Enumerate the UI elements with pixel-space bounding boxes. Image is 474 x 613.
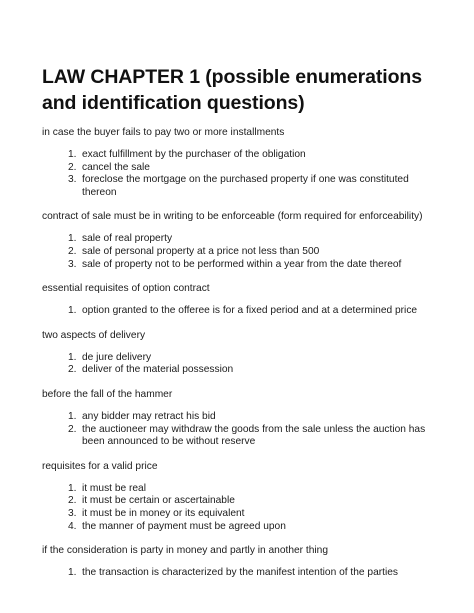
list-item xyxy=(42,259,442,272)
section-2 xyxy=(42,210,442,271)
list-item-text: sale of personal property at a price not less than 500 xyxy=(82,245,320,257)
list-number: 2. xyxy=(68,423,77,435)
section-5 xyxy=(42,388,442,449)
list-item-text: sale of property not to be performed within a year from the date thereof xyxy=(82,258,402,270)
section-7 xyxy=(42,544,442,580)
list-item xyxy=(42,424,442,449)
section-6 xyxy=(42,460,442,533)
list-item-text: the auctioneer may withdraw the goods from the sale unless the auction has been announced to be without reserve xyxy=(82,423,426,448)
list-number: 1. xyxy=(68,305,77,317)
list-item xyxy=(42,364,442,377)
list-item-text: sale of real property xyxy=(82,233,173,245)
list-item xyxy=(42,567,442,580)
section-3 xyxy=(42,282,442,318)
list-item xyxy=(42,521,442,534)
list-number: 1. xyxy=(68,149,77,160)
list-item-text: de jure delivery xyxy=(82,351,152,363)
list-number: 1. xyxy=(68,351,77,363)
page-title: LAW CHAPTER 1 (possible enumerations and identification questions) xyxy=(42,66,422,114)
document-content xyxy=(42,64,442,591)
list-item-text: the manner of payment must be agreed upon xyxy=(82,520,286,532)
list-item-text: foreclose the mortgage on the purchased property if one was constituted thereon xyxy=(82,174,409,198)
list-item xyxy=(42,305,442,318)
answer-list xyxy=(42,233,442,271)
answer-list xyxy=(42,352,442,377)
section-question: essential requisites of option contract xyxy=(42,283,210,295)
list-item-text: the transaction is characterized by the manifest intention of the parties xyxy=(82,567,398,579)
list-item xyxy=(42,162,442,175)
section-question: before the fall of the hammer xyxy=(42,388,173,400)
list-number: 2. xyxy=(68,364,77,376)
section-question: if the consideration is party in money and partly in another thing xyxy=(42,545,328,557)
list-number: 2. xyxy=(68,161,77,173)
list-item xyxy=(42,149,442,162)
list-item-text: it must be in money or its equivalent xyxy=(82,507,245,519)
list-number: 1. xyxy=(68,482,77,494)
list-number: 1. xyxy=(68,410,77,422)
list-number: 3. xyxy=(68,258,77,270)
list-item xyxy=(42,174,442,199)
answer-list xyxy=(42,149,442,199)
answer-list xyxy=(42,483,442,533)
answer-list xyxy=(42,305,442,318)
list-item-text: option granted to the offeree is for a fixed period and at a determined price xyxy=(82,305,418,317)
list-item xyxy=(42,352,442,365)
list-item xyxy=(42,233,442,246)
list-item xyxy=(42,483,442,496)
list-number: 3. xyxy=(68,174,77,186)
section-1 xyxy=(42,126,442,199)
section-question: requisites for a valid price xyxy=(42,460,158,472)
list-item-text: cancel the sale xyxy=(82,161,150,173)
list-number: 2. xyxy=(68,245,77,257)
section-question: contract of sale must be in writing to be enforceable (form required for enforceability) xyxy=(42,211,423,223)
list-item-text: exact fulfillment by the purchaser of the obligation xyxy=(82,149,306,160)
list-number: 2. xyxy=(68,495,77,507)
answer-list xyxy=(42,411,442,449)
list-number: 1. xyxy=(68,233,77,245)
section-question: in case the buyer fails to pay two or more installments xyxy=(42,127,285,138)
list-item-text: any bidder may retract his bid xyxy=(82,410,216,422)
list-item xyxy=(42,495,442,508)
list-item-text: it must be certain or ascertainable xyxy=(82,495,235,507)
list-item xyxy=(42,508,442,521)
answer-list xyxy=(42,567,442,580)
list-number: 1. xyxy=(68,567,77,579)
list-item xyxy=(42,411,442,424)
section-4 xyxy=(42,329,442,377)
list-item-text: deliver of the material possession xyxy=(82,364,234,376)
section-question: two aspects of delivery xyxy=(42,329,146,341)
list-item-text: it must be real xyxy=(82,482,146,494)
list-number: 4. xyxy=(68,520,77,532)
list-number: 3. xyxy=(68,507,77,519)
list-item xyxy=(42,246,442,259)
